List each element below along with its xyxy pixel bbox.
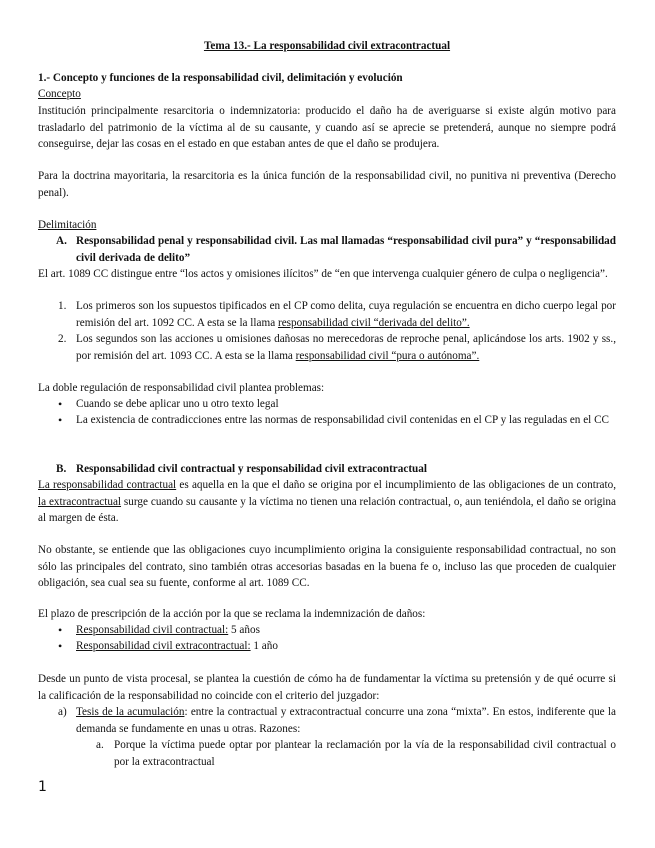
pura-o-autonoma-term: responsabilidad civil “pura o autónoma”. [295, 349, 480, 362]
list-item-marker: 1. [58, 300, 67, 312]
list-item [58, 298, 616, 331]
list-item-text: Porque la víctima puede optar por plantear la reclamación por la vía de la responsabilidad civil contractual o por la extracontractual [114, 739, 616, 768]
obligations-paragraph: No obstante, se entiende que las obligaciones cuyo incumplimiento origina la consiguiente responsabilidad contractual, no son sólo las principales del contrato, sino también otras accesorias basadas en la buena fe o, incluso las que proceden de cualquier obligación, sea cual sea su fuente, conforme al art. 1089 CC. [38, 544, 616, 589]
prescription-intro: El plazo de prescripción de la acción por la que se reclama la indemnización de daños: [38, 608, 426, 620]
procedural-paragraph: Desde un punto de vista procesal, se plantea la cuestión de cómo ha de fundamentar la víctima su pretensión y de qué ocurre si la calificación de la responsabilidad no coincide con el criterio del juzgador: [38, 673, 616, 702]
page-number: 1 [38, 779, 47, 795]
prescription-label: Responsabilidad civil extracontractual: [76, 640, 251, 652]
bullet-icon [58, 396, 62, 414]
list-item [96, 737, 616, 770]
bullet-text: Cuando se debe aplicar uno u otro texto legal [76, 398, 279, 410]
contractual-definition-paragraph: La responsabilidad contractual es aquella en la que el daño se origina por el incumplimiento de las obligaciones de un contrato, la extracontractual surge cuando su causante y la víctima no tienen una relación contractual, o, aun teniéndola, el daño se origina al margen de ésta. [38, 479, 617, 524]
acumulacion-term: Tesis de la acumulación [76, 706, 185, 718]
list-item-marker: a. [96, 739, 104, 751]
concepto-subheading: Concepto [38, 88, 81, 100]
subsection-a-marker: A. [56, 235, 67, 247]
section-1-heading: 1.- Concepto y funciones de la responsabilidad civil, delimitación y evolución [38, 72, 403, 84]
prescription-label: Responsabilidad civil contractual: [76, 624, 229, 636]
bullet-item [58, 638, 616, 655]
subsection-a [56, 233, 616, 266]
concepto-paragraph: Institución principalmente resarcitoria o indemnizatoria: producido el daño ha de averiguarse si existe algún motivo para trasladarlo del patrimonio de la víctima al de su causante, y cuando así se aprecie se pretenderá, aunque no siempre podrá conseguirse, dejar las cosas en el estado en que estaban antes de que el daño se produjera. [38, 105, 616, 150]
prescription-value: 1 año [250, 640, 278, 652]
bullet-text [76, 638, 616, 655]
bullet-text: La existencia de contradicciones entre las normas de responsabilidad civil contenidas en el CP y las reguladas en el CC [76, 414, 609, 426]
problems-intro: La doble regulación de responsabilidad civil plantea problemas: [38, 382, 325, 394]
bullet-icon [58, 412, 62, 430]
bullet-icon [58, 638, 62, 656]
list-item-text: Tesis de la acumulación: entre la contractual y extracontractual concurre una zona “mixta”. En estos, indiferente que la demanda se fundamente en unas u otras. Razones: [76, 706, 616, 735]
derivada-del-delito-term: responsabilidad civil “derivada del delito”. [277, 316, 470, 329]
bullet-item [58, 396, 616, 413]
subsection-b-heading: Responsabilidad civil contractual y responsabilidad civil extracontractual [76, 463, 427, 475]
bullet-item [58, 412, 616, 429]
bullet-text [76, 622, 616, 639]
document-title: Tema 13.- La responsabilidad civil extracontractual [203, 40, 451, 52]
list-item-text: Los primeros son los supuestos tipificados en el CP como delita, cuya regulación se encuentra en dicho cuerpo legal por remisión del art. 1092 CC. A esta se la llama responsabilidad civil “derivada del delito”. [76, 300, 616, 329]
subsection-b [56, 461, 616, 478]
list-item-marker: 2. [58, 333, 67, 345]
list-item-text: Los segundos son las acciones u omisiones dañosas no merecedoras de reproche penal, aplicándose los arts. 1902 y ss., por remisión del art. 1093 CC. A esta se la llama responsabilidad civil “pura o autónoma”. [76, 333, 616, 362]
extracontractual-term: la extracontractual [38, 495, 122, 508]
bullet-item [58, 622, 616, 639]
list-item-marker: a) [58, 706, 67, 718]
function-paragraph: Para la doctrina mayoritaria, la resarcitoria es la única función de la responsabilidad civil, no punitiva ni preventiva (Derecho penal). [38, 170, 616, 199]
contractual-term: La responsabilidad contractual [38, 479, 177, 491]
subsection-a-heading: Responsabilidad penal y responsabilidad civil. Las mal llamadas “responsabilidad civil pura” y “responsabilidad civil derivada de delito” [76, 235, 616, 264]
subsection-b-marker: B. [56, 463, 67, 475]
delimitacion-subheading: Delimitación [38, 219, 97, 231]
list-item [58, 704, 616, 737]
prescription-value: 5 años [228, 624, 260, 636]
bullet-icon [58, 622, 62, 640]
art-1089-paragraph: El art. 1089 CC distingue entre “los actos y omisiones ilícitos” de “en que intervenga cualquier género de culpa o negligencia”. [38, 268, 608, 280]
list-item [58, 331, 616, 364]
